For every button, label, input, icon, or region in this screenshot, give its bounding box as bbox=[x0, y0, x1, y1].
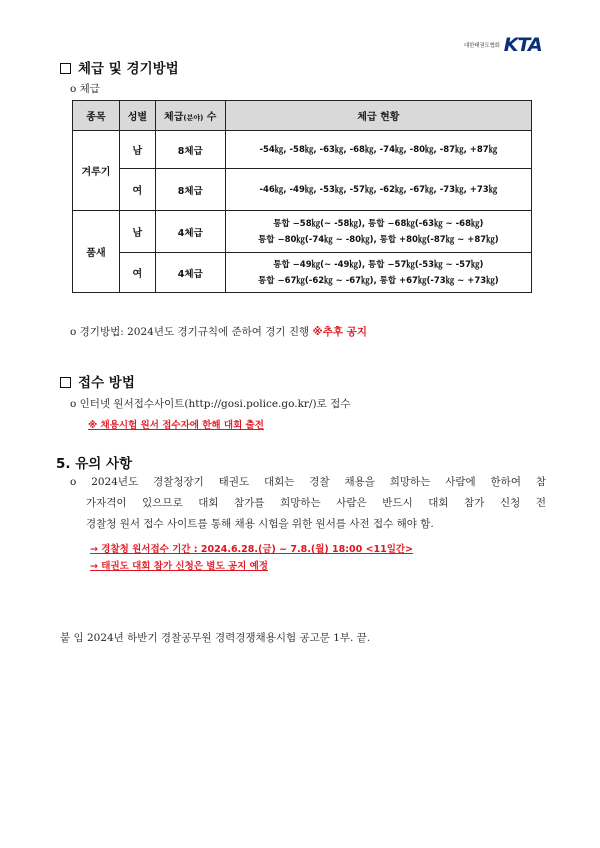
notice-line: o 2024년도 경찰청장기 태권도 대회는 경찰 채용을 희망하는 사람에 한하여 참 bbox=[70, 476, 546, 488]
table-header-row bbox=[73, 101, 532, 131]
checkbox-square-icon bbox=[60, 63, 71, 74]
logo-org-text: 대한태권도협회 bbox=[464, 43, 500, 49]
table-row bbox=[73, 169, 532, 211]
weight-values: -54㎏, -58㎏, -63㎏, -68㎏, -74㎏, -80㎏, -87㎏, +87㎏ bbox=[225, 131, 531, 169]
header-sex: 성별 bbox=[119, 101, 155, 131]
section-notice-title: 5. 유의 사항 bbox=[56, 456, 133, 472]
weight-values-line: 통합 −58㎏(~ -58㎏), 통합 −68㎏(-63㎏ ~ -68㎏) bbox=[273, 218, 484, 229]
registration-notice: → 태권도 대회 참가 신청은 별도 공지 예정 bbox=[90, 561, 268, 572]
table-row bbox=[73, 131, 532, 169]
sex-male: 남 bbox=[119, 131, 155, 169]
weight-values-line: 통합 −80㎏(-74㎏ ~ -80㎏), 통합 +80㎏(-87㎏ ~ +87㎏) bbox=[258, 234, 499, 245]
logo-mark: KTA bbox=[503, 34, 542, 56]
weight-values-line: 통합 −67㎏(-62㎏ ~ -67㎏), 통합 +67㎏(-73㎏ ~ +73㎏) bbox=[258, 275, 499, 286]
class-count: 4체급 bbox=[155, 211, 225, 253]
weight-values-line: 통합 −49㎏(~ -49㎏), 통합 −57㎏(-53㎏ ~ -57㎏) bbox=[273, 259, 484, 270]
appendix-line: 붙 임 2024년 하반기 경찰공무원 경력경쟁채용시험 공고문 1부. 끝. bbox=[60, 632, 371, 644]
sport-poomsae: 품새 bbox=[73, 211, 120, 293]
notice-line: 가자격이 있으므로 대회 참가를 희망하는 사람은 반드시 대회 참가 신청 전 bbox=[86, 497, 546, 509]
sex-female: 여 bbox=[119, 253, 155, 293]
application-note: ※ 채용시험 원서 접수자에 한해 대회 출전 bbox=[88, 420, 264, 431]
weight-values: -46㎏, -49㎏, -53㎏, -57㎏, -62㎏, -67㎏, -73㎏, +73㎏ bbox=[225, 169, 531, 211]
table-row bbox=[73, 253, 532, 293]
application-period: → 경찰청 원서접수 기간 : 2024.6.28.(금) ~ 7.8.(월) 18:00 <11일간> bbox=[90, 544, 414, 555]
notice-line: 경찰청 원서 접수 사이트를 통해 채용 시험을 위한 원서를 사전 접수 해야 함. bbox=[86, 518, 434, 530]
weight-values bbox=[225, 253, 531, 293]
weight-values bbox=[225, 211, 531, 253]
sex-female: 여 bbox=[119, 169, 155, 211]
header-classes: 체급(분야) 수 bbox=[155, 101, 225, 131]
checkbox-square-icon bbox=[60, 377, 71, 388]
class-count: 8체급 bbox=[155, 131, 225, 169]
match-method: o 경기방법: 2024년도 경기규칙에 준하여 경기 진행 ※추후 공지 bbox=[70, 326, 367, 338]
sport-kyorugi: 겨루기 bbox=[73, 131, 120, 211]
header-sport: 종목 bbox=[73, 101, 120, 131]
section-weight-title: 체급 및 경기방법 bbox=[60, 57, 179, 77]
header-status: 체급 현황 bbox=[225, 101, 531, 131]
notice-paragraph bbox=[70, 472, 546, 535]
section-application-title: 접수 방법 bbox=[60, 371, 135, 391]
method-note: ※추후 공지 bbox=[312, 326, 367, 338]
weight-class-table bbox=[72, 100, 532, 293]
sex-male: 남 bbox=[119, 211, 155, 253]
class-count: 4체급 bbox=[155, 253, 225, 293]
bullet-weight: o 체급 bbox=[70, 83, 100, 95]
table-row bbox=[73, 211, 532, 253]
class-count: 8체급 bbox=[155, 169, 225, 211]
kta-logo bbox=[464, 34, 542, 56]
application-bullet: o 인터넷 원서접수사이트(http://gosi.police.go.kr/)로 접수 bbox=[70, 398, 351, 410]
